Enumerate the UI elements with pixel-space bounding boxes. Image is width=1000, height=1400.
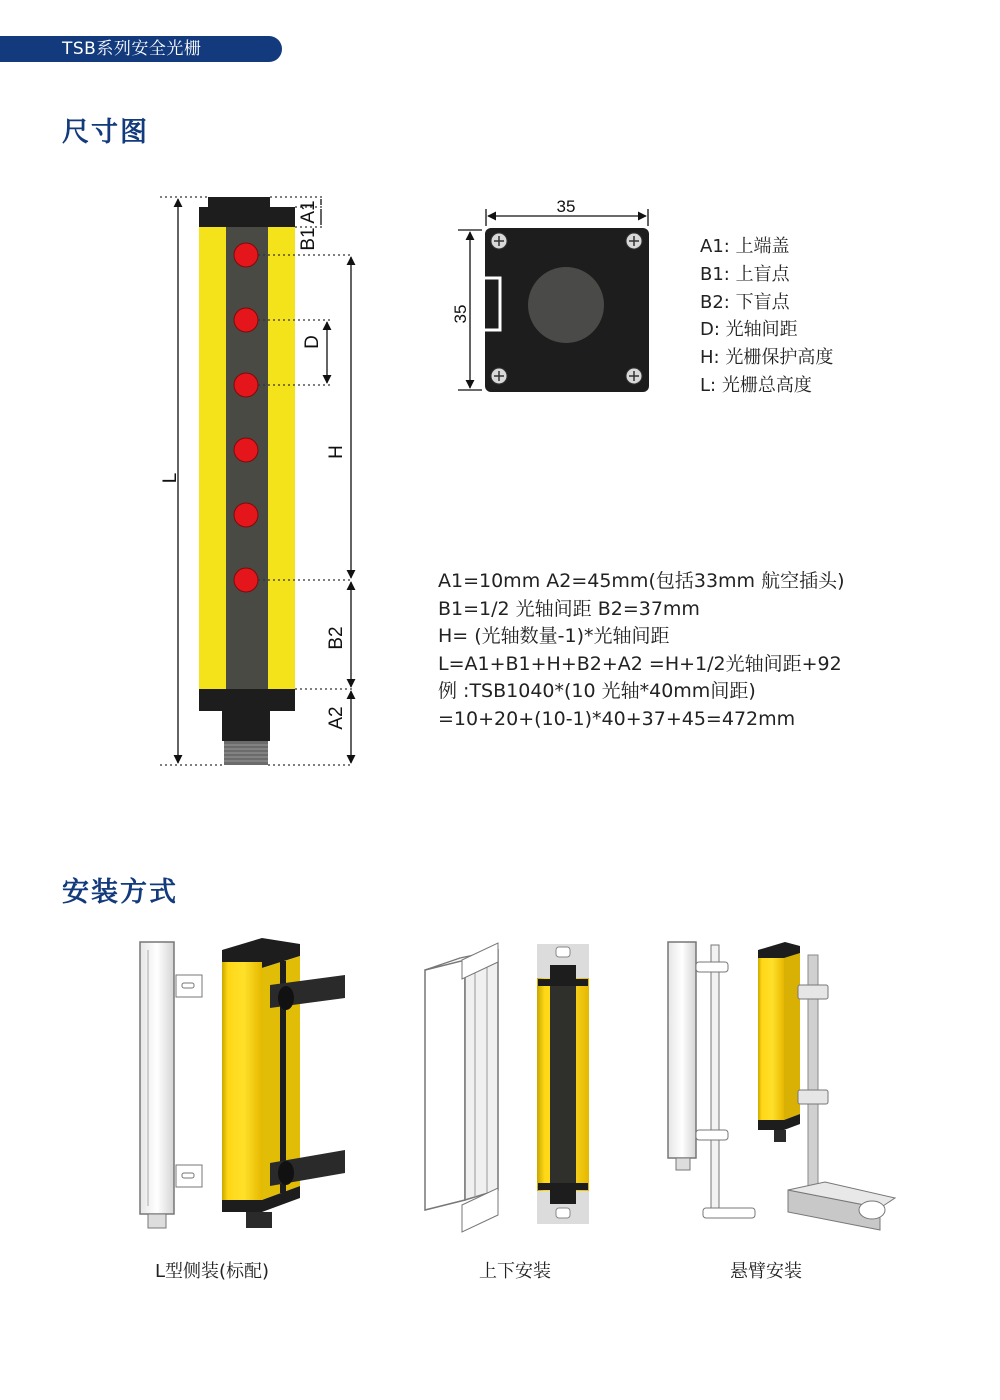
label-A1: A1 (298, 200, 319, 224)
label-L: L (160, 472, 181, 484)
emitter-dot (234, 308, 258, 332)
formula-line: A1=10mm A2=45mm(包括33mm 航空插头) (438, 570, 845, 592)
label-A2: A2 (326, 706, 347, 730)
cross-section-view (451, 197, 649, 392)
caption-top-bottom-mount: 上下安装 (479, 1261, 551, 1282)
connector-neck (222, 711, 270, 741)
screw-icon (491, 368, 507, 384)
emitter-dot (234, 438, 258, 462)
legend-item: H: 光栅保护高度 (700, 347, 834, 369)
legend-item: A1: 上端盖 (700, 236, 790, 257)
install-image-cantilever-mount (668, 942, 895, 1230)
legend-item: B1: 上盲点 (700, 263, 790, 285)
label-D: D (302, 335, 323, 349)
light-curtain-front-view (199, 197, 295, 765)
bottom-cap (199, 689, 295, 711)
dimension-legend (700, 233, 833, 400)
formula-block (438, 568, 845, 734)
screw-icon (491, 233, 507, 249)
label-width: 35 (556, 197, 576, 216)
top-cap (199, 207, 295, 227)
label-B1: B1 (298, 227, 319, 251)
legend-item: B2: 下盲点 (700, 291, 790, 313)
screw-icon (626, 233, 642, 249)
formula-line: H= (光轴数量-1)*光轴间距 (438, 625, 670, 648)
formula-line: L=A1+B1+H+B2+A2 =H+1/2光轴间距+92 (438, 652, 842, 675)
section-title-dimensions: 尺寸图 (62, 117, 149, 148)
caption-l-side-mount: L型侧装(标配) (155, 1261, 270, 1282)
emitter-dot (234, 243, 258, 267)
screw-icon (626, 368, 642, 384)
lens-circle (528, 267, 604, 343)
emitter-dot (234, 568, 258, 592)
legend-item: L: 光栅总高度 (700, 374, 812, 396)
install-image-l-side-mount (140, 938, 345, 1228)
formula-line: =10+20+(10-1)*40+37+45=472mm (438, 707, 796, 730)
caption-cantilever-mount: 悬臂安装 (730, 1261, 802, 1282)
install-image-top-bottom-mount (425, 943, 589, 1232)
legend-item: D: 光轴间距 (700, 319, 798, 341)
emitter-dot (234, 503, 258, 527)
formula-line: 例 :TSB1040*(10 光轴*40mm间距) (438, 680, 756, 703)
formula-line: B1=1/2 光轴间距 B2=37mm (438, 597, 700, 620)
section-title-install: 安装方式 (62, 877, 178, 908)
label-depth: 35 (451, 304, 470, 324)
label-H: H (326, 445, 347, 459)
emitter-dot (234, 373, 258, 397)
series-tag: TSB系列安全光栅 (0, 36, 282, 62)
label-B2: B2 (326, 626, 347, 650)
